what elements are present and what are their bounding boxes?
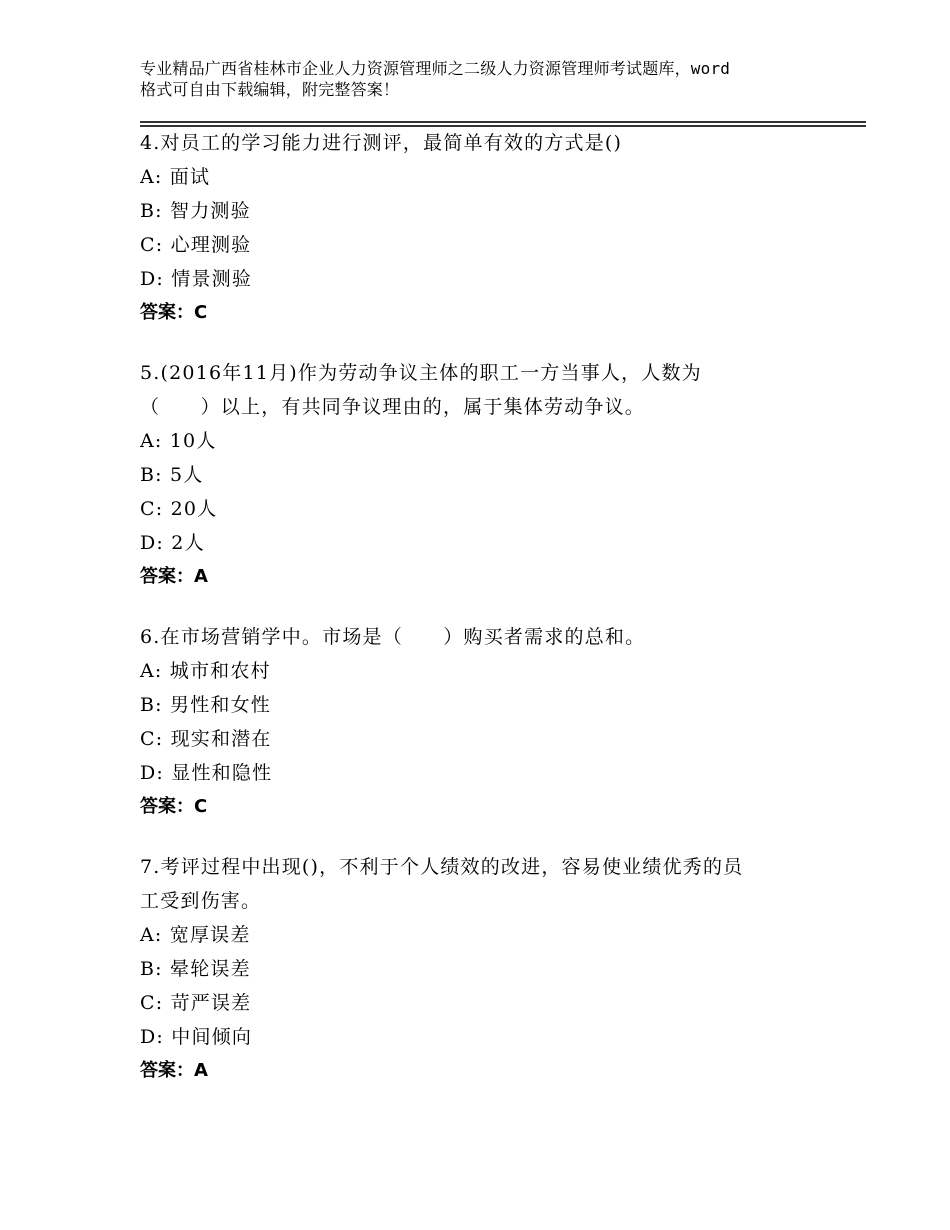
option-c: C: 苛严误差 [140,992,252,1014]
question-stem-line: 工受到伤害。 [140,890,262,912]
option-b: B: 智力测验 [140,200,251,222]
option-d: D: 显性和隐性 [140,762,273,784]
option-b: B: 男性和女性 [140,694,272,716]
question-6 [140,620,840,824]
answer-line [140,790,840,824]
document-header [140,58,830,100]
question-stem-line: 7.考评过程中出现()，不利于个人绩效的改进，容易使业绩优秀的员 [140,856,744,878]
option-a: A: 宽厚误差 [140,924,251,946]
question-list [140,126,840,1114]
answer-value: A [194,1060,208,1081]
answer-value: A [194,566,208,587]
question-5 [140,356,840,594]
answer-value: C [194,796,208,817]
option-a: A: 城市和农村 [140,660,271,682]
option-a: A: 10人 [140,430,217,452]
answer-label: 答案： [140,302,194,323]
question-stem [140,356,840,424]
header-divider-top [140,121,866,123]
question-stem-line: 4.对员工的学习能力进行测评，最简单有效的方式是() [140,132,623,154]
option-c: C: 现实和潜在 [140,728,272,750]
option-a: A: 面试 [140,166,211,188]
question-stem-line: （ ）以上，有共同争议理由的，属于集体劳动争议。 [140,396,646,418]
header-line-1: 专业精品广西省桂林市企业人力资源管理师之二级人力资源管理师考试题库，word [140,59,731,78]
option-d: D: 中间倾向 [140,1026,253,1048]
option-c: C: 20人 [140,498,218,520]
option-d: D: 2人 [140,532,205,554]
answer-label: 答案： [140,796,194,817]
answer-value: C [194,302,208,323]
question-stem [140,620,840,654]
answer-line [140,296,840,330]
header-line-2: 格式可自由下载编辑，附完整答案！ [140,80,400,99]
option-b: B: 晕轮误差 [140,958,251,980]
question-stem [140,126,840,160]
answer-label: 答案： [140,1060,194,1081]
answer-label: 答案： [140,566,194,587]
question-stem-line: 5.(2016年11月)作为劳动争议主体的职工一方当事人，人数为 [140,362,702,384]
option-d: D: 情景测验 [140,268,253,290]
answer-line [140,1054,840,1088]
option-c: C: 心理测验 [140,234,252,256]
question-stem [140,850,840,918]
option-b: B: 5人 [140,464,204,486]
question-7 [140,850,840,1088]
answer-line [140,560,840,594]
question-4 [140,126,840,330]
question-stem-line: 6.在市场营销学中。市场是（ ）购买者需求的总和。 [140,626,646,648]
